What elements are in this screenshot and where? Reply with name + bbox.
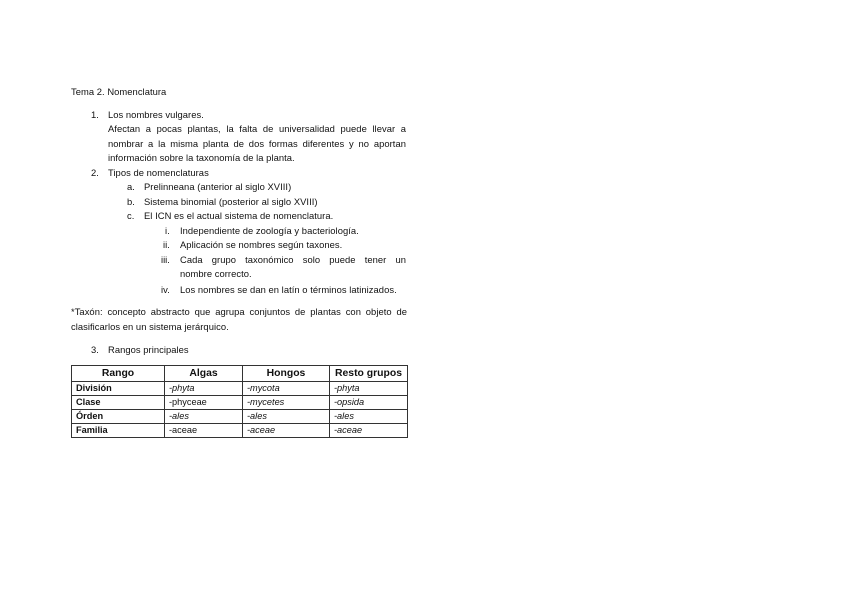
cell-rango: Clase [72,396,165,410]
cell-algas: -phyta [165,382,243,396]
roman-item-iv: Los nombres se dan en latín o términos latinizados. [180,284,397,295]
cell-hongos: -aceae [243,424,330,438]
sublist-item-c: El ICN es el actual sistema de nomenclatura. [144,210,334,221]
cell-rango: División [72,382,165,396]
header-algas: Algas [165,366,243,382]
list-number-1: 1. [91,109,99,120]
item2-heading: Tipos de nomenclaturas [108,167,209,178]
roman-marker-ii: ii. [163,239,170,250]
header-rango: Rango [72,366,165,382]
table-header-row [72,366,408,382]
taxon-note-line-1: *Taxón: concepto abstracto que agrupa conjuntos de plantas con objeto de [71,306,407,317]
item1-heading: Los nombres vulgares. [108,109,204,120]
item1-line-3: información sobre la taxonomía de la planta. [108,152,295,163]
table-row [72,396,408,410]
cell-resto: -opsida [330,396,408,410]
cell-rango: Familia [72,424,165,438]
table-row [72,410,408,424]
table-row [72,382,408,396]
cell-algas: -aceae [165,424,243,438]
cell-algas: -phyceae [165,396,243,410]
header-resto-grupos: Resto grupos [330,366,408,382]
item3-heading: Rangos principales [108,344,189,355]
page-title: Tema 2. Nomenclatura [71,86,167,97]
header-hongos: Hongos [243,366,330,382]
cell-rango: Órden [72,410,165,424]
cell-resto: -ales [330,410,408,424]
sublist-item-a: Prelinneana (anterior al siglo XVIII) [144,181,292,192]
sublist-marker-b: b. [127,196,135,207]
item1-line-2: nombrar a la misma planta de dos formas diferentes y no aportan [108,138,406,149]
roman-item-ii: Aplicación se nombres según taxones. [180,239,343,250]
roman-marker-iv: iv. [161,284,170,295]
cell-resto: -aceae [330,424,408,438]
cell-hongos: -mycota [243,382,330,396]
roman-marker-i: i. [165,225,170,236]
roman-item-iii-line-1: Cada grupo taxonómico solo puede tener un [180,254,406,265]
roman-item-iii-line-2: nombre correcto. [180,268,252,279]
sublist-marker-c: c. [127,210,135,221]
cell-hongos: -mycetes [243,396,330,410]
item1-line-1: Afectan a pocas plantas, la falta de universalidad puede llevar a [108,123,406,134]
cell-resto: -phyta [330,382,408,396]
roman-item-i: Independiente de zoología y bacteriología. [180,225,359,236]
cell-hongos: -ales [243,410,330,424]
list-number-2: 2. [91,167,99,178]
table-row [72,424,408,438]
roman-marker-iii: iii. [161,254,170,265]
ranks-table [71,365,408,438]
sublist-item-b: Sistema binomial (posterior al siglo XVIII) [144,196,318,207]
list-number-3: 3. [91,344,99,355]
sublist-marker-a: a. [127,181,135,192]
cell-algas: -ales [165,410,243,424]
taxon-note-line-2: clasificarlos en un sistema jerárquico. [71,321,229,332]
